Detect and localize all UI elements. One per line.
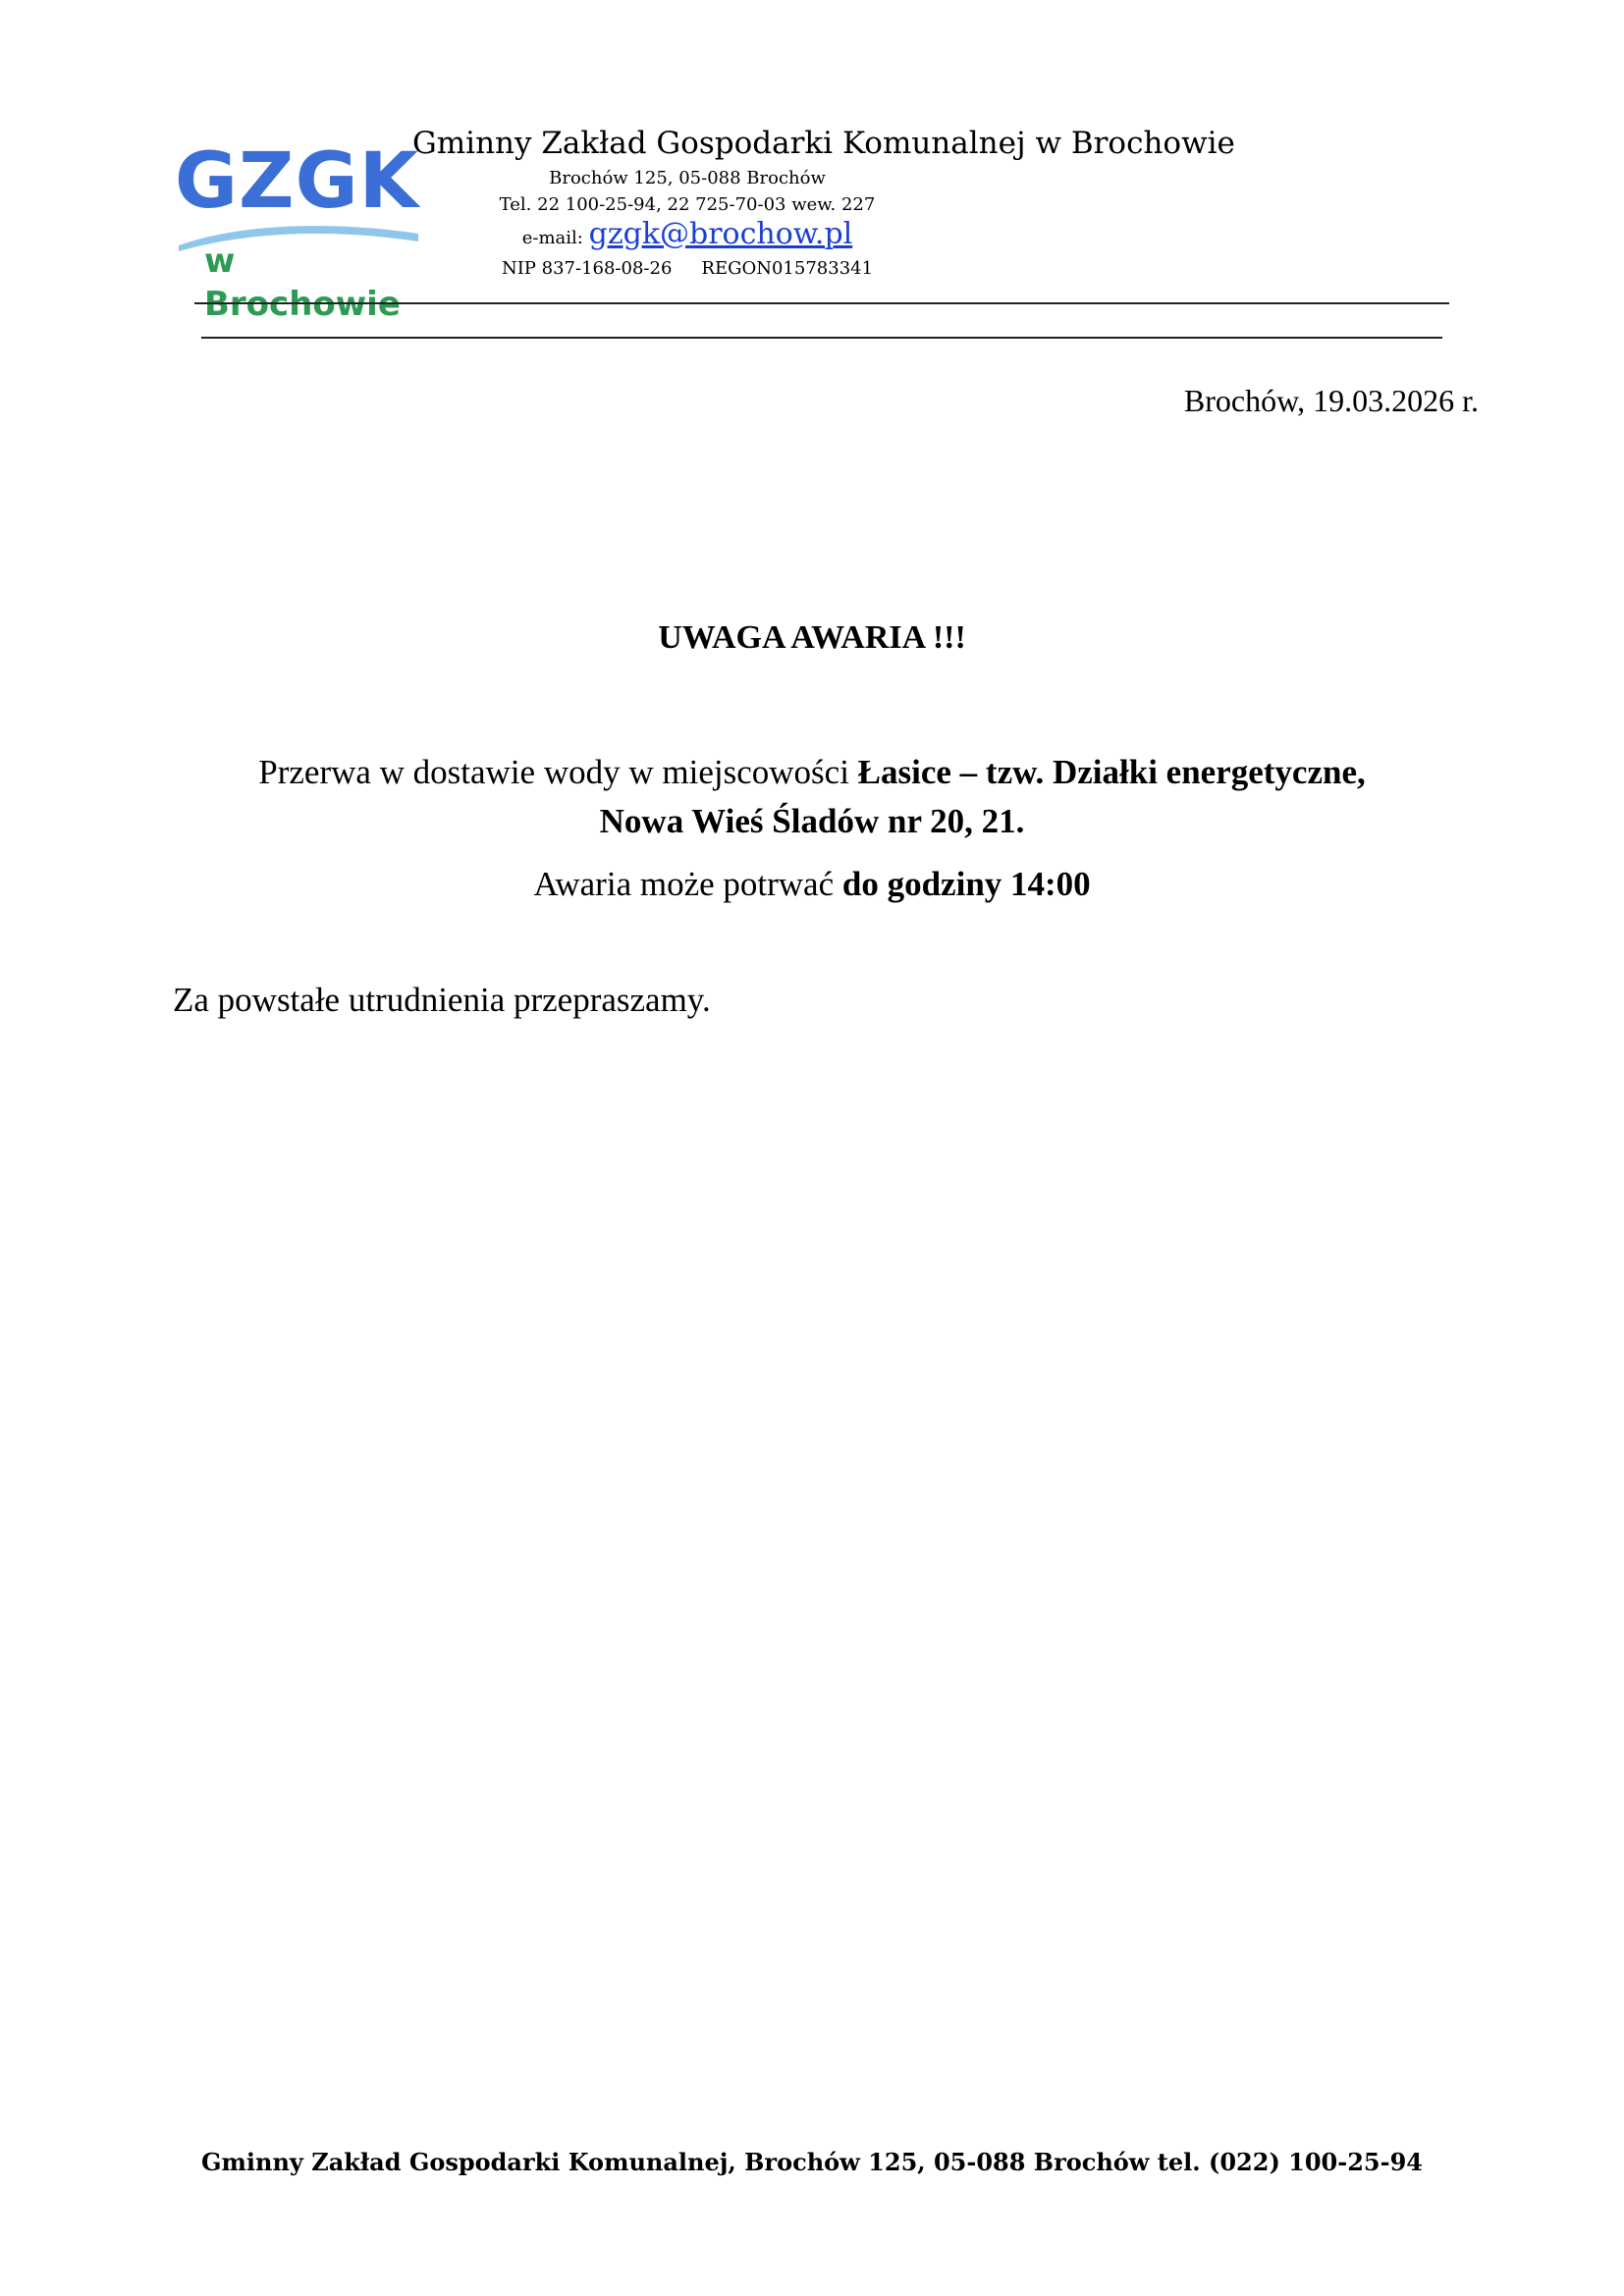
duration-intro: Awaria może potrwać — [533, 865, 842, 903]
notice-location-line2: Nowa Wieś Śladów nr 20, 21. — [599, 802, 1025, 840]
apology-text: Za powstałe utrudnienia przepraszamy. — [173, 981, 711, 1019]
notice-intro: Przerwa w dostawie wody w miejscowości — [258, 753, 858, 791]
notice-title: UWAGA AWARIA !!! — [658, 619, 966, 656]
regon-number: REGON015783341 — [701, 258, 874, 279]
letterhead — [412, 122, 1235, 282]
organization-ids — [412, 255, 962, 282]
logo-gzgk-text: GZGK — [175, 137, 420, 226]
duration-value: do godziny 14:00 — [841, 865, 1091, 903]
organization-email-line — [412, 218, 962, 255]
email-link[interactable]: gzgk@brochow.pl — [588, 217, 853, 251]
organization-name: Gminny Zakład Gospodarki Komunalnej w Brochowie — [412, 126, 1235, 161]
notice-location-line1: Łasice – tzw. Działki energetyczne, — [857, 753, 1366, 791]
notice-duration — [0, 862, 1624, 907]
email-label: e-mail: — [521, 228, 583, 248]
organization-address: Brochów 125, 05-088 Brochów — [549, 168, 826, 188]
logo-subtitle: w Brochowie — [204, 241, 401, 324]
nip-number: NIP 837-168-08-26 — [501, 258, 673, 279]
organization-phone: Tel. 22 100-25-94, 22 725-70-03 wew. 227 — [499, 194, 876, 215]
notice-body — [157, 748, 1467, 846]
gzgk-logo — [175, 137, 422, 324]
document-date: Brochów, 19.03.2026 r. — [1183, 383, 1479, 418]
header-divider-bottom — [201, 337, 1442, 339]
header-divider-top — [194, 302, 1449, 304]
page-footer: Gminny Zakład Gospodarki Komunalnej, Brochów 125, 05-088 Brochów tel. (022) 100-25-94 — [201, 2148, 1423, 2176]
